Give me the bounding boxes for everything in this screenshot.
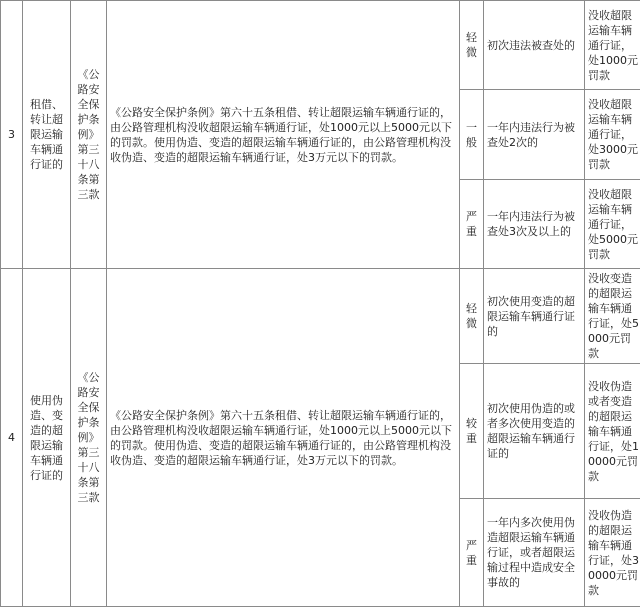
penalty-provision: 《公路安全保护条例》第六十五条租借、转让超限运输车辆通行证的，由公路管理机构没收超限运输车辆通行证，处1000元以上5000元以下的罚款。使用伪造、变造的超限运输车辆通行证的，由公路管理机构没收伪造、变造的超限运输车辆通行证，处3万元以下的罚款。 [107,269,460,607]
table-row [1,1,640,90]
circumstance: 一年内多次使用伪造超限运输车辆通行证，或者超限运输过程中造成安全事故的 [484,499,585,607]
penalty-standard: 没收变造的超限运输车辆通行证，处5000元罚款 [585,269,640,364]
circumstance: 初次使用伪造的或者多次使用变造的超限运输车辆通行证的 [484,364,585,499]
circumstance: 一年内违法行为被查处3次及以上的 [484,180,585,269]
penalty-standard: 没收超限运输车辆通行证，处5000元罚款 [585,180,640,269]
circumstance: 初次违法被查处的 [484,1,585,90]
severity-level: 轻微 [460,269,484,364]
penalty-provision: 《公路安全保护条例》第六十五条租借、转让超限运输车辆通行证的，由公路管理机构没收超限运输车辆通行证，处1000元以上5000元以下的罚款。使用伪造、变造的超限运输车辆通行证的，由公路管理机构没收伪造、变造的超限运输车辆通行证，处3万元以下的罚款。 [107,1,460,269]
penalty-standard: 没收伪造的超限运输车辆通行证，处30000元罚款 [585,499,640,607]
table-row [1,269,640,364]
severity-level: 严重 [460,180,484,269]
violation-item: 使用伪造、变造的超限运输车辆通行证的 [23,269,71,607]
penalty-standard: 没收超限运输车辆通行证，处1000元罚款 [585,1,640,90]
row-number: 4 [1,269,23,607]
legal-basis: 《公路安全保护条例》第三十八条第三款 [71,1,107,269]
penalty-standard: 没收超限运输车辆通行证，处3000元罚款 [585,90,640,180]
legal-basis: 《公路安全保护条例》第三十八条第三款 [71,269,107,607]
severity-level: 严重 [460,499,484,607]
circumstance: 初次使用变造的超限运输车辆通行证的 [484,269,585,364]
row-number: 3 [1,1,23,269]
violation-item: 租借、转让超限运输车辆通行证的 [23,1,71,269]
severity-level: 一般 [460,90,484,180]
penalty-standard: 没收伪造或者变造的超限运输车辆通行证，处10000元罚款 [585,364,640,499]
circumstance: 一年内违法行为被查处2次的 [484,90,585,180]
severity-level: 较重 [460,364,484,499]
severity-level: 轻微 [460,1,484,90]
